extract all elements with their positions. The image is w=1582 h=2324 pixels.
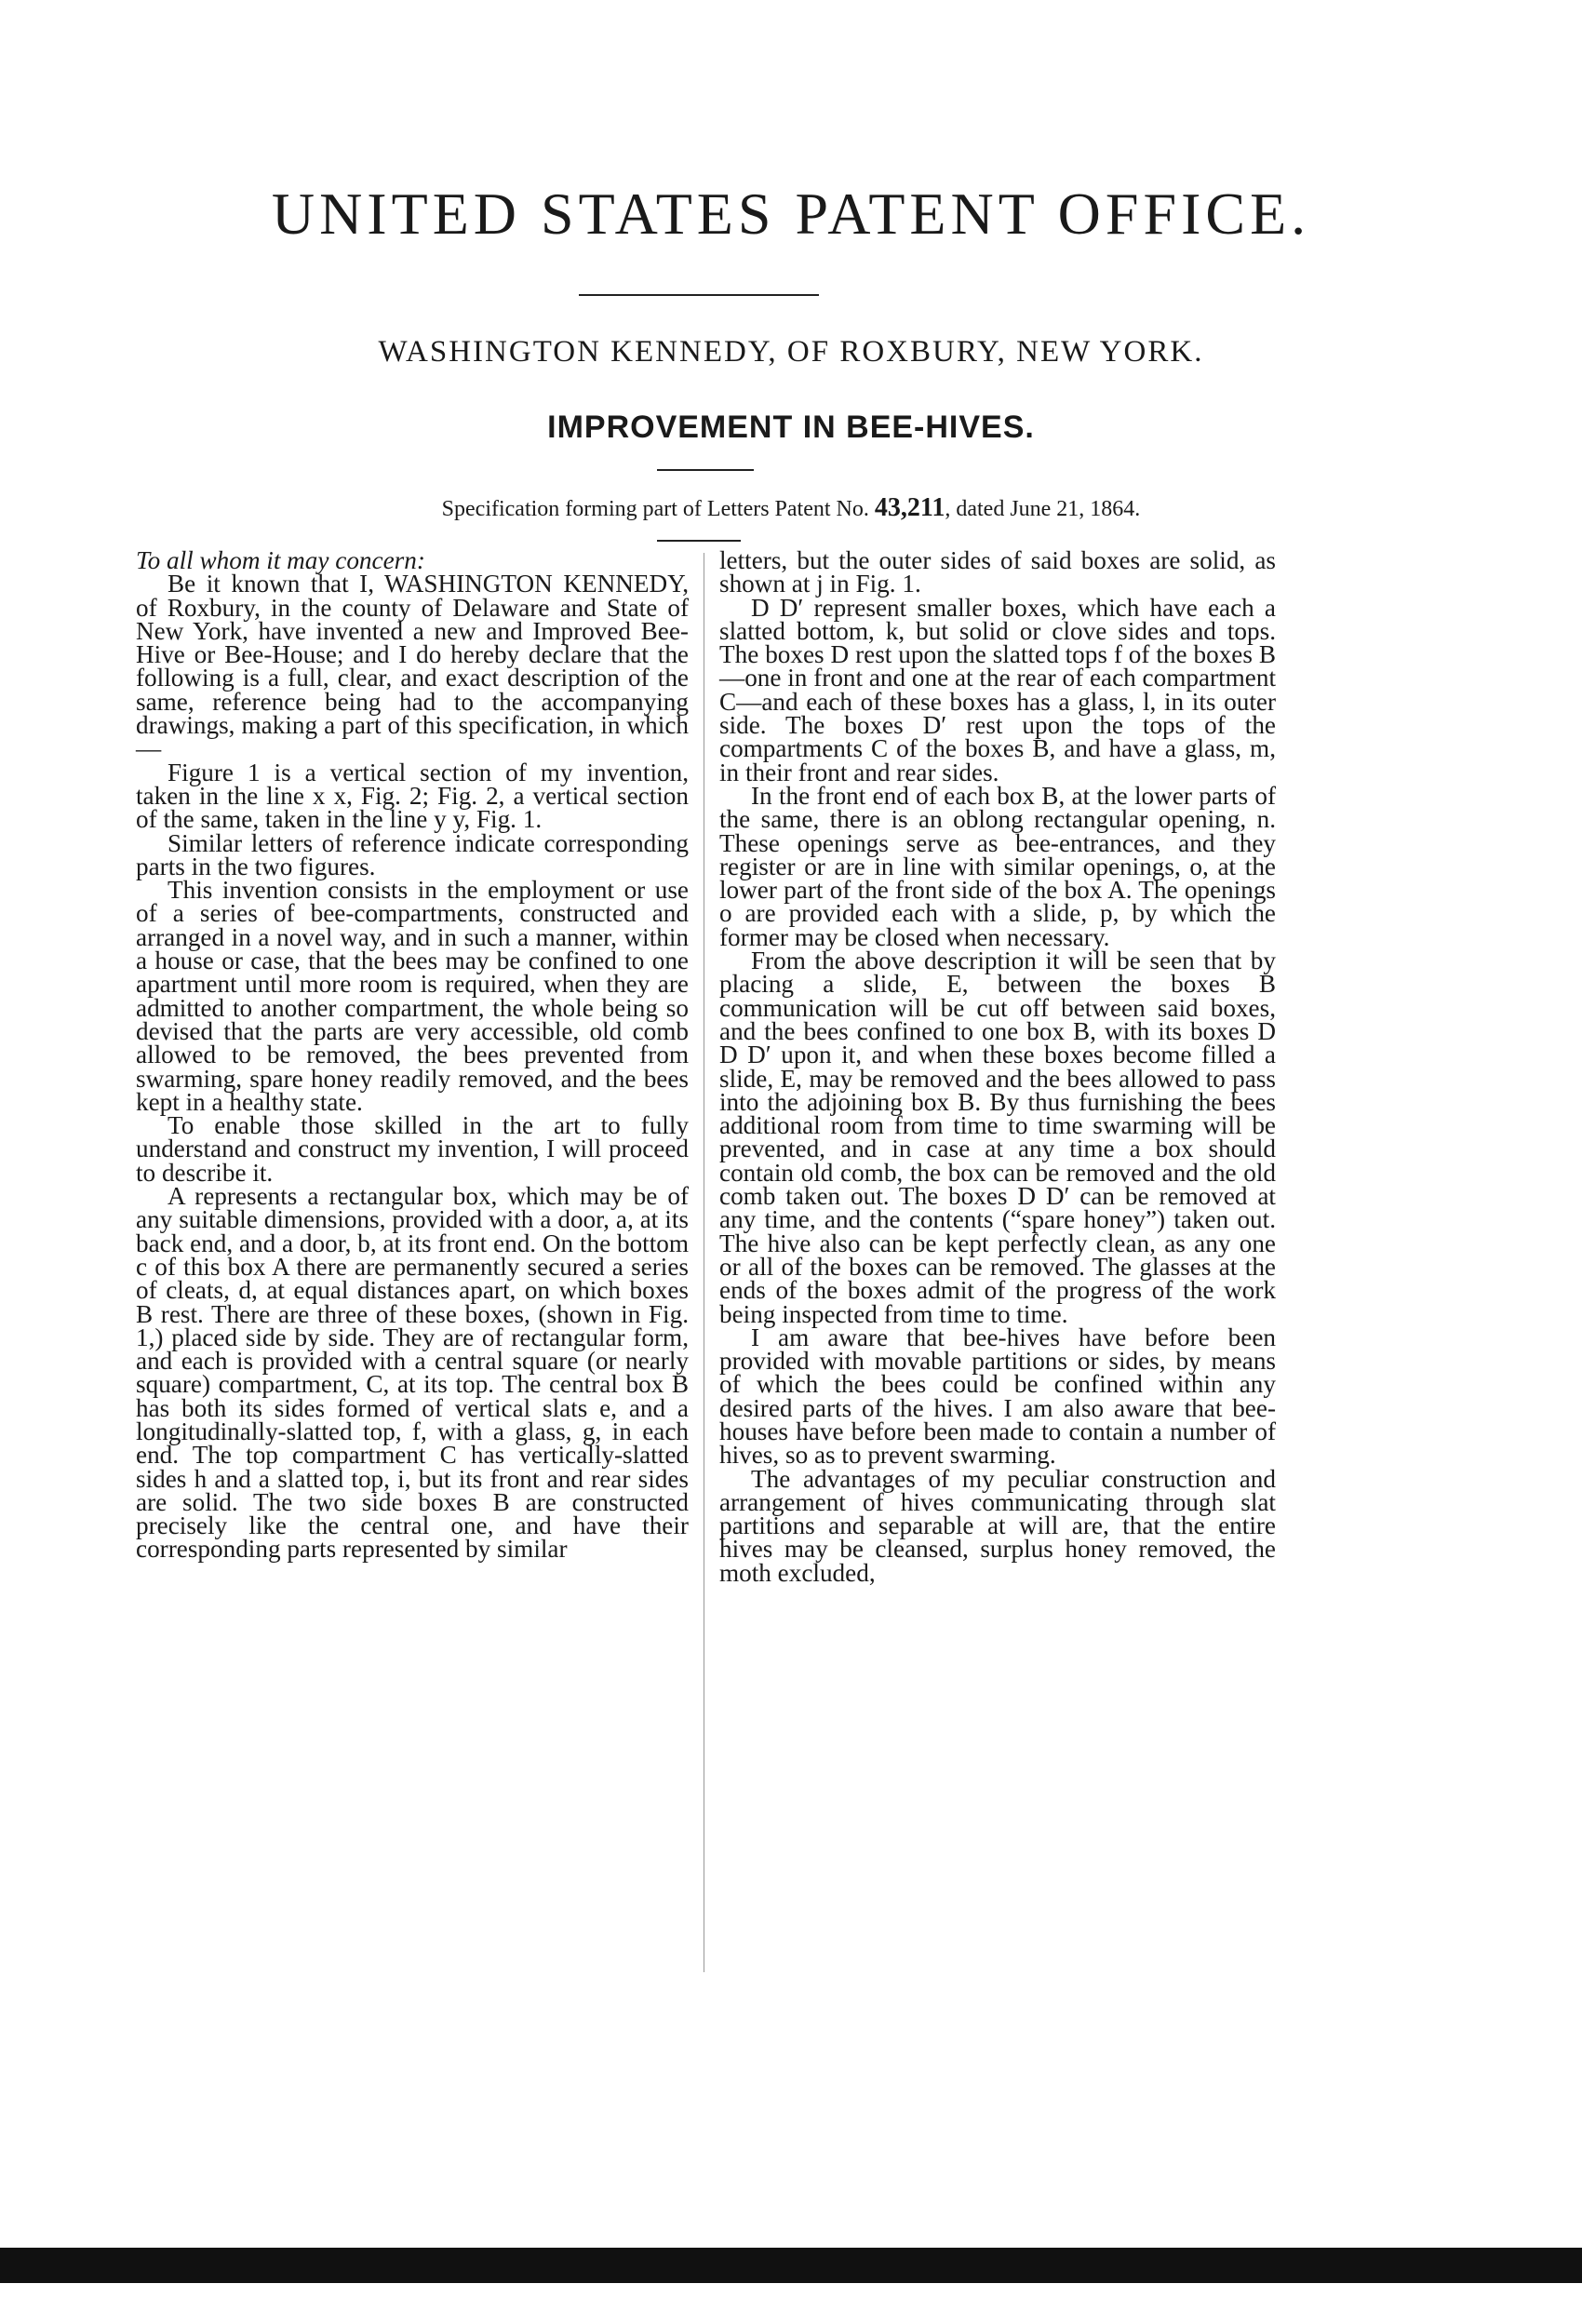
spec-suffix: , dated June 21, 1864. [945,497,1141,521]
paragraph: The advantages of my peculiar construction and arrangement of hives communicating through slat partitions and separable at will are, that the entire hives may be cleansed, surplus honey removed, the moth excluded, [719,1464,1276,1587]
scan-edge-bar [0,2248,1582,2283]
paragraph: From the above description it will be seen that by placing a slide, E, between the boxes B communication will be cut off between said boxes, and the bees confined to one box B, with its boxes D D D′ upon it, and when these boxes become filled a slide, E, may be removed and the bees allowed to pass into the adjoining box B. By thus furnishing the bees additional room from time to time swarming will be prevented, and in case at any time a box should contain old comb, the box can be removed and the old comb taken out. The boxes D D′ can be removed at any time, and the contents (“spare honey”) taken out. The hive also can be kept perfectly clean, as any one or all of the boxes can be removed. The glasses at the ends of the boxes admit of the progress of the work being inspected from time to time. [719,947,1276,1328]
paragraph: Similar letters of reference indicate corresponding parts in the two figures. [136,828,689,880]
paragraph: Be it known that I, WASHINGTON KENNEDY, of Roxbury, in the county of Delaware and State of New York, have invented a new and Improved Bee-Hive or Bee-House; and I do hereby declare that the following is a full, clear, and exact description of the same, reference being had to the accompanying drawings, making a part of this specification, in which— [136,570,689,763]
specification-line [0,495,1582,521]
left-column [136,546,689,1564]
paragraph: D D′ represent smaller boxes, which have each a slatted bottom, k, but solid or clove sides and tops. The boxes D rest upon the slatted tops f of the boxes B—one in front and one at the rear of each compartment C—and each of these boxes has a glass, l, in its outer side. The boxes D′ rest upon the tops of the compartments C of the boxes B, and have a glass, m, in their front and rear sides. [719,593,1276,786]
title-rule [657,469,754,471]
paragraph: In the front end of each box B, at the lower parts of the same, there is an oblong rectangular opening, n. These openings serve as bee-entrances, and they register or are in line with similar openings, o, at the lower part of the front side of the box A. The openings o are provided each with a slide, p, by which the former may be closed when necessary. [719,781,1276,951]
spec-rule [657,540,741,542]
heading-rule [579,294,819,296]
patent-number: 43,211 [874,493,945,522]
office-heading: UNITED STATES PATENT OFFICE. [271,181,1311,247]
paragraph: A represents a rectangular box, which may be of any suitable dimensions, provided with a door, a, at its back end, and a door, b, at its front end. On the bottom c of this box A there are permanently secured a series of cleats, d, at equal distances apart, on which boxes B rest. There are three of these boxes, (shown in Fig. 1,) placed side by side. They are of rectangular form, and each is provided with a central square (or nearly square) compartment, C, at its top. The central box B has both its sides formed of vertical slats e, and a longitudinally-slatted top, f, with a glass, g, in each end. The top compartment C has vertically-slatted sides h and a slatted top, i, but its front and rear sides are solid. The two side boxes B are constructed precisely like the central one, and have their corresponding parts represented by similar [136,1182,689,1564]
right-column [719,546,1276,1587]
paragraph-continuation: letters, but the outer sides of said boxes are solid, as shown at j in Fig. 1. [719,546,1276,598]
spec-prefix: Specification forming part of Letters Patent No. [441,497,869,521]
paragraph: To enable those skilled in the art to fully understand and construct my invention, I will proceed to describe it. [136,1111,689,1187]
invention-title: IMPROVEMENT IN BEE-HIVES. [547,410,1035,445]
paragraph: This invention consists in the employment or use of a series of bee-compartments, constructed and arranged in a novel way, and in such a manner, within a house or case, that the bees may be confined to one apartment until more room is required, when they are admitted to another compartment, the whole being so devised that the parts are very accessible, old comb allowed to be removed, the bees prevented from swarming, spare honey readily removed, and the bees kept in a healthy state. [136,876,689,1116]
salutation: To all whom it may concern: [136,546,425,574]
paragraph: Figure 1 is a vertical section of my invention, taken in the line x x, Fig. 2; Fig. 2, a vertical section of the same, taken in the line y y, Fig. 1. [136,758,689,834]
inventor-line: WASHINGTON KENNEDY, OF ROXBURY, NEW YORK. [378,335,1204,369]
paragraph: I am aware that bee-hives have before been provided with movable partitions or sides, by means of which the bees could be confined within any desired parts of the hives. I am also aware that bee-houses have before been made to contain a number of hives, so as to prevent swarming. [719,1323,1276,1470]
